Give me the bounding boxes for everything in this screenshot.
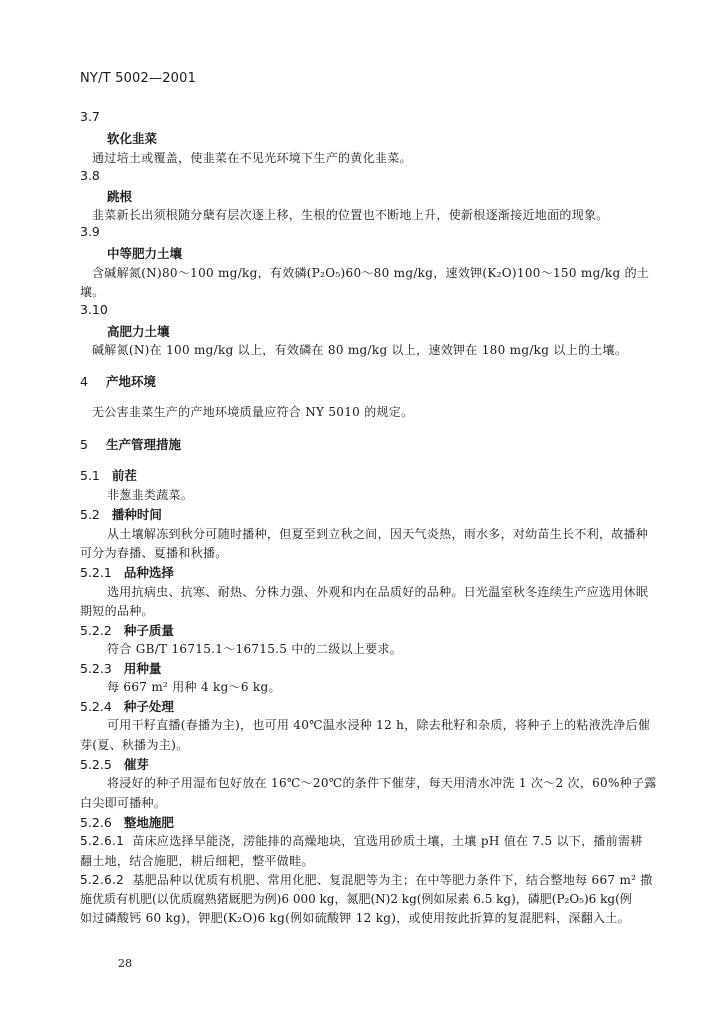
subsection-heading-5-2 [80,505,162,523]
section-number-4: 4 [80,374,88,389]
clause-text-5-2-6-2-line1: 基肥品种以优质有机肥、常用化肥、复混肥等为主；在中等肥力条件下，结合整地每 667 m² 撒 [132,873,653,887]
standard-number: NY/T 5002—2001 [80,71,197,86]
subsection-text-5-2-5-line1: 将浸好的种子用湿布包好放在 16℃～20℃的条件下催芽，每天用清水冲洗 1 次～2 次，60%种子露 [107,776,657,790]
subsection-heading-5-2-3 [80,659,161,677]
section-title-4: 产地环境 [106,374,157,389]
term-title-3-9: 中等肥力土壤 [107,246,183,261]
subsection-number-5-2-3: 5.2.3 [80,661,112,676]
subsection-text-5-1: 非葱韭类蔬菜。 [107,488,194,502]
subsection-text-5-2-3: 每 667 m² 用种 4 kg～6 kg。 [107,680,281,694]
subsection-number-5-2-1: 5.2.1 [80,565,112,580]
term-title-3-10: 高肥力土壤 [107,324,170,339]
page-number: 28 [118,957,132,970]
subsection-heading-5-2-6 [80,813,174,831]
subsection-heading-5-2-5 [80,755,149,773]
subsection-text-5-2-1-line2: 期短的品种。 [80,604,154,618]
subsection-title-5-1: 前茬 [111,468,137,483]
subsection-title-5-2-3: 用种量 [123,661,162,676]
section-number-5: 5 [80,437,88,452]
section-title-5: 生产管理措施 [106,437,182,452]
subsection-heading-5-2-4 [80,697,174,715]
clause-5-2-6-1-line1 [80,832,643,849]
subsection-heading-5-1 [80,466,137,484]
clause-text-5-2-6-2-line3: 如过磷酸钙 60 kg)，钾肥(K₂O)6 kg(例如硫酸钾 12 kg)，或使用按此折算的复混肥料，深翻入土。 [80,911,630,925]
definition-3-7: 通过培土或覆盖，使韭菜在不见光环境下生产的黄化韭菜。 [92,151,412,165]
subsection-title-5-2-4: 种子处理 [123,699,174,714]
clause-text-5-2-6-2-line2: 施优质有机肥(以优质腐熟猪厩肥为例)6 000 kg，氮肥(N)2 kg(例如尿素 6.5 kg)，磷肥(P₂O₅)6 kg(例 [80,892,632,906]
subsection-number-5-2-2: 5.2.2 [80,623,112,638]
clause-number-3-10: 3.10 [80,302,108,317]
subsection-number-5-2: 5.2 [80,507,100,522]
subsection-heading-5-2-1 [80,563,174,581]
term-title-3-8: 跳根 [107,189,133,204]
clause-number-3-8: 3.8 [80,168,100,183]
section-heading-4 [80,372,156,390]
clause-text-5-2-6-1-line1: 苗床应选择旱能浇，涝能排的高燥地块，宜选用砂质土壤，土壤 pH 值在 7.5 以下，播前需耕 [132,834,643,848]
term-title-3-7: 软化韭菜 [107,131,158,146]
clause-text-5-2-6-1-line2: 翻土地，结合施肥，耕后细耙，整平做畦。 [80,854,314,868]
subsection-title-5-2-5: 催芽 [123,757,149,772]
subsection-number-5-2-4: 5.2.4 [80,699,112,714]
subsection-heading-5-2-2 [80,621,174,639]
clause-number-3-7: 3.7 [80,109,100,124]
clause-number-3-9: 3.9 [80,224,100,239]
subsection-title-5-2-2: 种子质量 [123,623,174,638]
subsection-text-5-2-line2: 可分为春播、夏播和秋播。 [80,546,228,560]
subsection-text-5-2-1-line1: 选用抗病虫、抗寒、耐热、分株力强、外观和内在品质好的品种。日光温室秋冬连续生产应选用休眠 [107,585,649,599]
clause-5-2-6-2-line1 [80,871,653,888]
definition-3-9-line1: 含碱解氮(N)80～100 mg/kg，有效磷(P₂O₅)60～80 mg/kg，速效钾(K₂O)100～150 mg/kg 的土 [92,266,650,280]
clause-number-5-2-6-1: 5.2.6.1 [80,834,125,848]
definition-3-10: 碱解氮(N)在 100 mg/kg 以上，有效磷在 80 mg/kg 以上，速效钾在 180 mg/kg 以上的土壤。 [92,343,628,357]
definition-3-9-line2: 壤。 [80,285,105,299]
subsection-text-5-2-4-line1: 可用干籽直播(春播为主)，也可用 40℃温水浸种 12 h，除去秕籽和杂质，将种子上的粘液洗净后催 [107,718,651,732]
subsection-title-5-2-1: 品种选择 [123,565,174,580]
definition-3-8: 韭菜新长出须根随分蘖有层次逐上移，生根的位置也不断地上升，使新根逐渐接近地面的现象。 [92,208,609,222]
subsection-title-5-2-6: 整地施肥 [123,815,174,830]
subsection-text-5-2-2: 符合 GB/T 16715.1～16715.5 中的二级以上要求。 [107,642,403,656]
subsection-number-5-2-5: 5.2.5 [80,757,112,772]
clause-number-5-2-6-2: 5.2.6.2 [80,873,125,887]
subsection-text-5-2-line1: 从土壤解冻到秋分可随时播种，但夏至到立秋之间，因天气炎热，雨水多，对幼苗生长不利，故播种 [107,527,649,541]
subsection-text-5-2-5-line2: 白尖即可播种。 [80,796,167,810]
subsection-text-5-2-4-line2: 芽(夏、秋播为主)。 [80,738,189,752]
subsection-title-5-2: 播种时间 [111,507,162,522]
subsection-number-5-2-6: 5.2.6 [80,815,112,830]
section-text-4: 无公害韭菜生产的产地环境质量应符合 NY 5010 的规定。 [92,405,414,419]
section-heading-5 [80,435,181,453]
subsection-number-5-1: 5.1 [80,468,100,483]
